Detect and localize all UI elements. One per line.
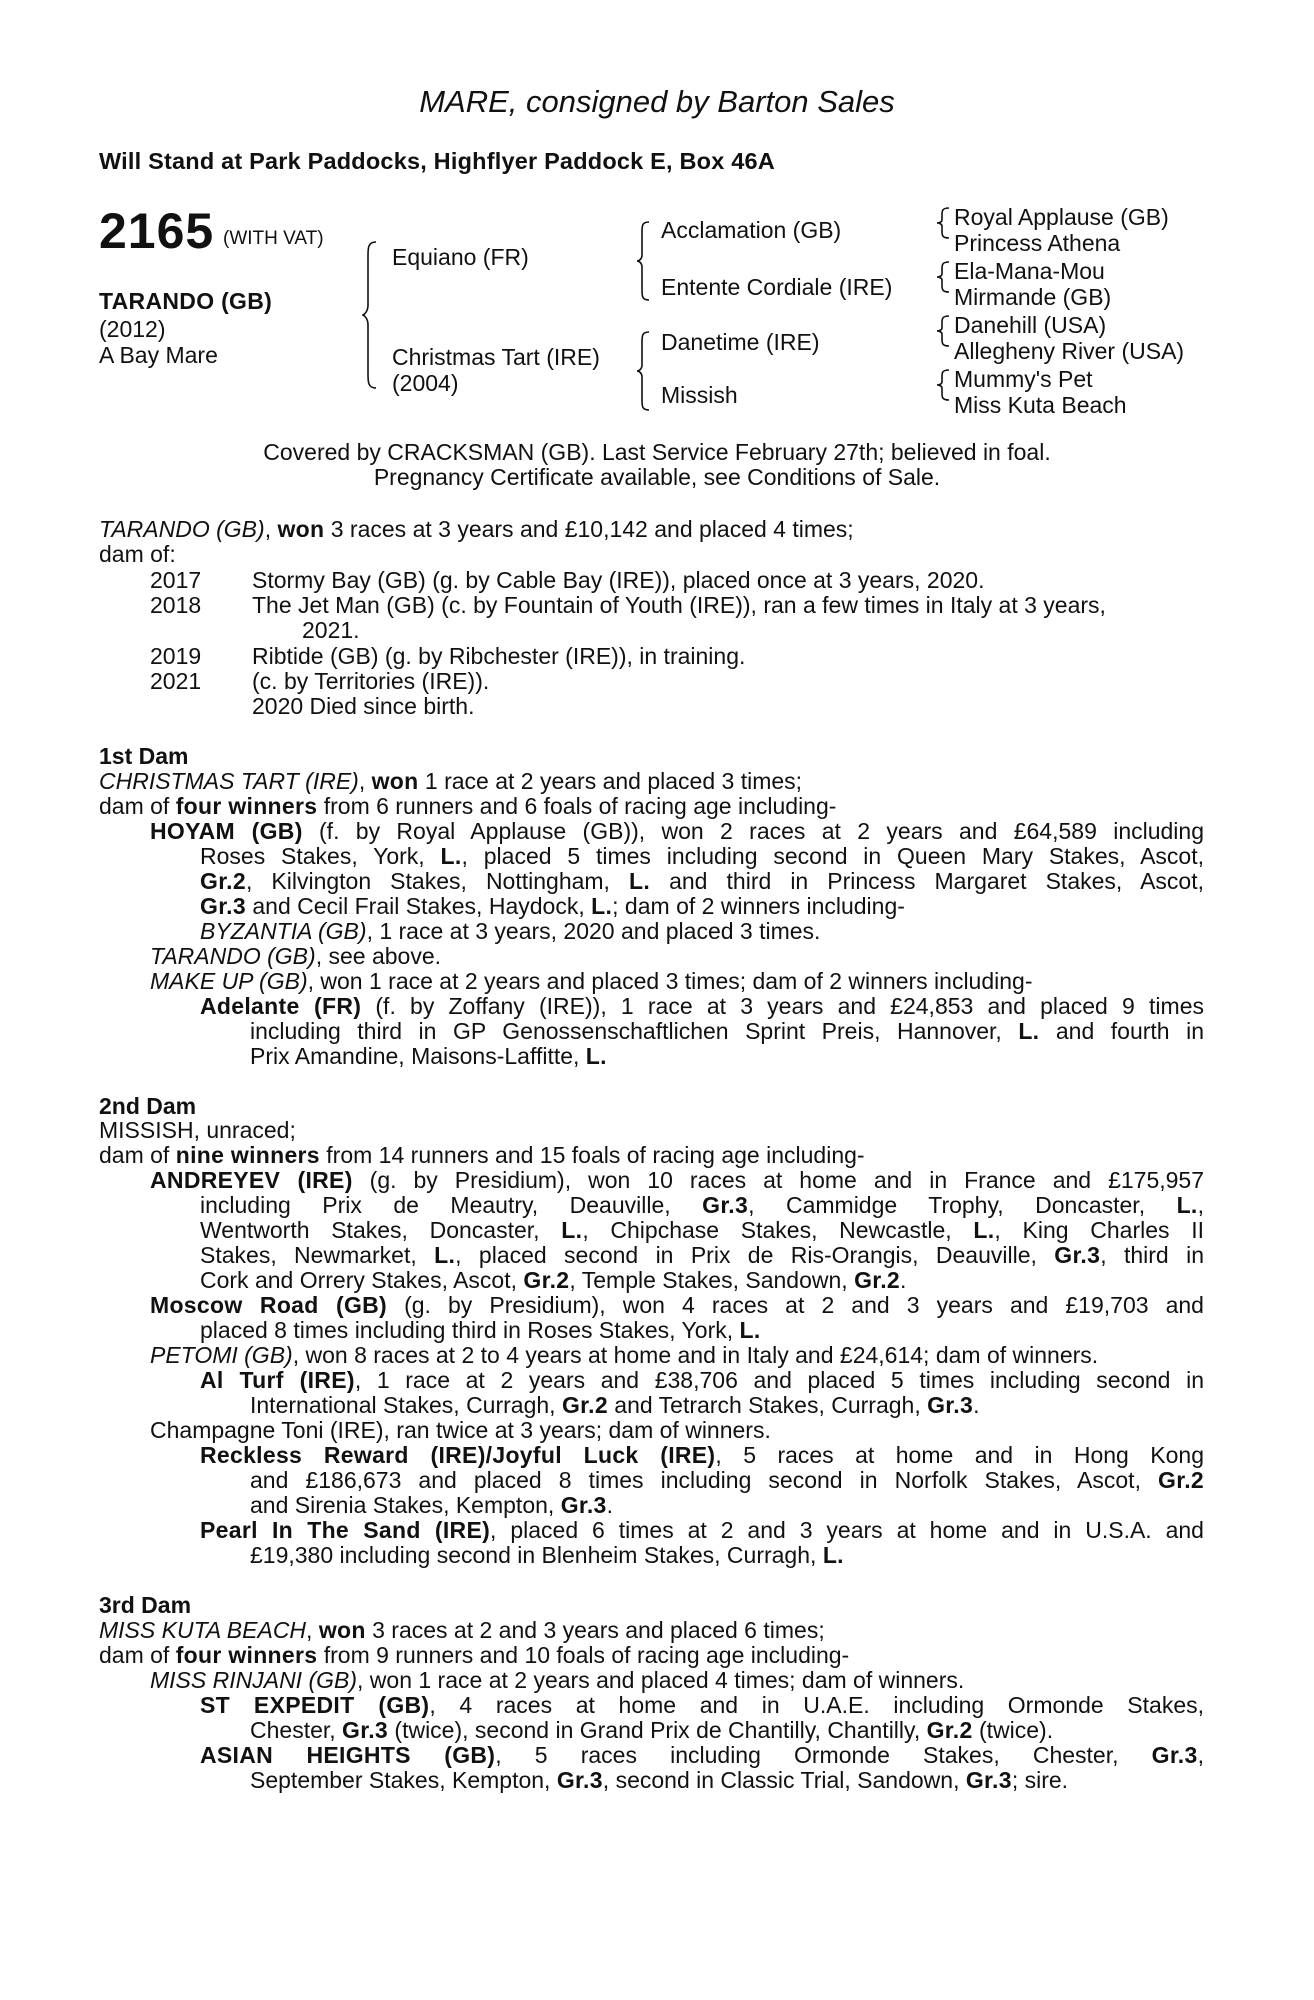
adelante-line-2: including third in GP Genossenschaftlichen Sprint Preis, Hannover, L. and fourth in bbox=[250, 1018, 1204, 1044]
moscow-line-1: Moscow Road (GB) (g. by Presidium), won 4 races at 2 and 3 years and £19,703 and bbox=[150, 1292, 1204, 1318]
rinjani-line: MISS RINJANI (GB), won 1 race at 2 years and placed 4 times; dam of winners. bbox=[150, 1667, 965, 1693]
andreyev-line-5: Cork and Orrery Stakes, Ascot, Gr.2, Temple Stakes, Sandown, Gr.2. bbox=[200, 1267, 907, 1293]
pedigree-ssd: Princess Athena bbox=[954, 230, 1121, 256]
vat-label: (WITH VAT) bbox=[223, 228, 324, 249]
pedigree-brace-gen1 bbox=[362, 240, 382, 390]
mare-dam-of: dam of: bbox=[99, 541, 176, 567]
pedigree-sire-sire: Acclamation (GB) bbox=[661, 217, 842, 243]
horse-year: (2012) bbox=[99, 316, 166, 342]
pedigree-dam-sire: Danetime (IRE) bbox=[661, 329, 820, 355]
third-dam-heading: 3rd Dam bbox=[99, 1592, 192, 1618]
hoyam-line-2: Roses Stakes, York, L., placed 5 times including second in Queen Mary Stakes, Ascot, bbox=[200, 843, 1204, 869]
tarando-line: TARANDO (GB), see above. bbox=[150, 943, 441, 969]
st-expedit-line-2: Chester, Gr.3 (twice), second in Grand Prix de Chantilly, Chantilly, Gr.2 (twice). bbox=[250, 1717, 1054, 1743]
pedigree-brace-sd bbox=[936, 260, 954, 294]
pedigree-brace-dam bbox=[636, 330, 654, 412]
first-dam-produce-summary: dam of four winners from 6 runners and 6 foals of racing age including- bbox=[99, 793, 837, 819]
sale-title: MARE, consigned by Barton Sales bbox=[419, 84, 895, 119]
third-dam-produce-summary: dam of four winners from 9 runners and 10 foals of racing age including- bbox=[99, 1642, 850, 1668]
second-dam-record: MISSISH, unraced; bbox=[99, 1117, 296, 1143]
mare-record: TARANDO (GB), won 3 races at 3 years and £10,142 and placed 4 times; bbox=[99, 516, 854, 542]
hoyam-line-4: Gr.3 and Cecil Frail Stakes, Haydock, L.; dam of 2 winners including- bbox=[200, 893, 905, 919]
produce-text: (c. by Territories (IRE)). bbox=[252, 668, 490, 694]
lot-number: 2165 bbox=[99, 203, 215, 259]
reckless-line-3: and Sirenia Stakes, Kempton, Gr.3. bbox=[250, 1492, 614, 1518]
andreyev-line-2: including Prix de Meautry, Deauville, Gr.3, Cammidge Trophy, Doncaster, L., bbox=[200, 1192, 1204, 1218]
pearl-line-2: £19,380 including second in Blenheim Stakes, Curragh, L. bbox=[250, 1542, 844, 1568]
second-dam-produce-summary: dam of nine winners from 14 runners and 15 foals of racing age including- bbox=[99, 1142, 865, 1168]
produce-text: 2021. bbox=[302, 617, 360, 643]
covered-line-2: Pregnancy Certificate available, see Conditions of Sale. bbox=[373, 464, 941, 490]
first-dam-heading: 1st Dam bbox=[99, 743, 189, 769]
byzantia-line: BYZANTIA (GB), 1 race at 3 years, 2020 and placed 3 times. bbox=[200, 918, 821, 944]
hoyam-line-1: HOYAM (GB) (f. by Royal Applause (GB)), won 2 races at 2 years and £64,589 including bbox=[150, 818, 1204, 844]
produce-text: 2020 Died since birth. bbox=[252, 693, 475, 719]
pedigree-brace-ss bbox=[936, 206, 954, 240]
covered-line-1: Covered by CRACKSMAN (GB). Last Service February 27th; believed in foal. bbox=[263, 439, 1051, 465]
pedigree-dam: Christmas Tart (IRE) bbox=[392, 344, 600, 370]
champagne-toni-line: Champagne Toni (IRE), ran twice at 3 years; dam of winners. bbox=[150, 1417, 771, 1443]
mare-name: TARANDO (GB) bbox=[99, 516, 265, 542]
produce-text: The Jet Man (GB) (c. by Fountain of Youth (IRE)), ran a few times in Italy at 3 years, bbox=[252, 592, 1106, 618]
pedigree-ddd: Miss Kuta Beach bbox=[954, 392, 1127, 418]
produce-year: 2017 bbox=[150, 567, 202, 593]
produce-year: 2021 bbox=[150, 668, 202, 694]
makeup-line: MAKE UP (GB), won 1 race at 2 years and placed 3 times; dam of 2 winners including- bbox=[150, 968, 1033, 994]
moscow-line-2: placed 8 times including third in Roses Stakes, York, L. bbox=[200, 1317, 761, 1343]
andreyev-line-1: ANDREYEV (IRE) (g. by Presidium), won 10 races at home and in France and £175,957 bbox=[150, 1167, 1204, 1193]
pedigree-dss: Danehill (USA) bbox=[954, 312, 1107, 338]
petomi-line: PETOMI (GB), won 8 races at 2 to 4 years at home and in Italy and £24,614; dam of winners. bbox=[150, 1342, 1099, 1368]
pedigree-brace-dd bbox=[936, 368, 954, 402]
second-dam-heading: 2nd Dam bbox=[99, 1093, 197, 1119]
horse-name: TARANDO (GB) bbox=[99, 288, 273, 314]
asian-heights-line-1: ASIAN HEIGHTS (GB), 5 races including Ormonde Stakes, Chester, Gr.3, bbox=[200, 1742, 1204, 1768]
alturf-line-1: Al Turf (IRE), 1 race at 2 years and £38,706 and placed 5 times including second in bbox=[200, 1367, 1204, 1393]
produce-year: 2018 bbox=[150, 592, 202, 618]
pedigree-dam-dam: Missish bbox=[661, 382, 738, 408]
adelante-line-1: Adelante (FR) (f. by Zoffany (IRE)), 1 race at 3 years and £24,853 and placed 9 times bbox=[200, 993, 1204, 1019]
andreyev-line-4: Stakes, Newmarket, L., placed second in Prix de Ris-Orangis, Deauville, Gr.3, third in bbox=[200, 1242, 1204, 1268]
pedigree-sire: Equiano (FR) bbox=[392, 244, 529, 270]
stand-location: Will Stand at Park Paddocks, Highflyer Paddock E, Box 46A bbox=[99, 148, 775, 174]
pearl-line-1: Pearl In The Sand (IRE), placed 6 times at 2 and 3 years at home and in U.S.A. and bbox=[200, 1517, 1204, 1543]
pedigree-brace-sire bbox=[636, 220, 654, 302]
produce-text: Stormy Bay (GB) (g. by Cable Bay (IRE)), placed once at 3 years, 2020. bbox=[252, 567, 985, 593]
pedigree-dds: Mummy's Pet bbox=[954, 366, 1093, 392]
alturf-line-2: International Stakes, Curragh, Gr.2 and Tetrarch Stakes, Curragh, Gr.3. bbox=[250, 1392, 980, 1418]
reckless-line-1: Reckless Reward (IRE)/Joyful Luck (IRE), 5 races at home and in Hong Kong bbox=[200, 1442, 1204, 1468]
pedigree-dsd: Allegheny River (USA) bbox=[954, 338, 1185, 364]
asian-heights-line-2: September Stakes, Kempton, Gr.3, second in Classic Trial, Sandown, Gr.3; sire. bbox=[250, 1767, 1069, 1793]
pedigree-brace-ds bbox=[936, 314, 954, 348]
pedigree-sss: Royal Applause (GB) bbox=[954, 204, 1169, 230]
horse-description: A Bay Mare bbox=[99, 342, 218, 368]
pedigree-sds: Ela-Mana-Mou bbox=[954, 258, 1105, 284]
hoyam-line-3: Gr.2, Kilvington Stakes, Nottingham, L. and third in Princess Margaret Stakes, Ascot, bbox=[200, 868, 1204, 894]
pedigree-sdd: Mirmande (GB) bbox=[954, 284, 1112, 310]
adelante-line-3: Prix Amandine, Maisons-Laffitte, L. bbox=[250, 1043, 607, 1069]
third-dam-record: MISS KUTA BEACH, won 3 races at 2 and 3 years and placed 6 times; bbox=[99, 1617, 825, 1643]
andreyev-line-3: Wentworth Stakes, Doncaster, L., Chipchase Stakes, Newcastle, L., King Charles II bbox=[200, 1217, 1204, 1243]
pedigree-sire-dam: Entente Cordiale (IRE) bbox=[661, 274, 893, 300]
first-dam-record: CHRISTMAS TART (IRE), won 1 race at 2 years and placed 3 times; bbox=[99, 768, 803, 794]
st-expedit-line-1: ST EXPEDIT (GB), 4 races at home and in U.A.E. including Ormonde Stakes, bbox=[200, 1692, 1204, 1718]
pedigree-dam-year: (2004) bbox=[392, 370, 459, 396]
produce-year: 2019 bbox=[150, 643, 202, 669]
produce-text: Ribtide (GB) (g. by Ribchester (IRE)), in training. bbox=[252, 643, 746, 669]
reckless-line-2: and £186,673 and placed 8 times including second in Norfolk Stakes, Ascot, Gr.2 bbox=[250, 1467, 1204, 1493]
